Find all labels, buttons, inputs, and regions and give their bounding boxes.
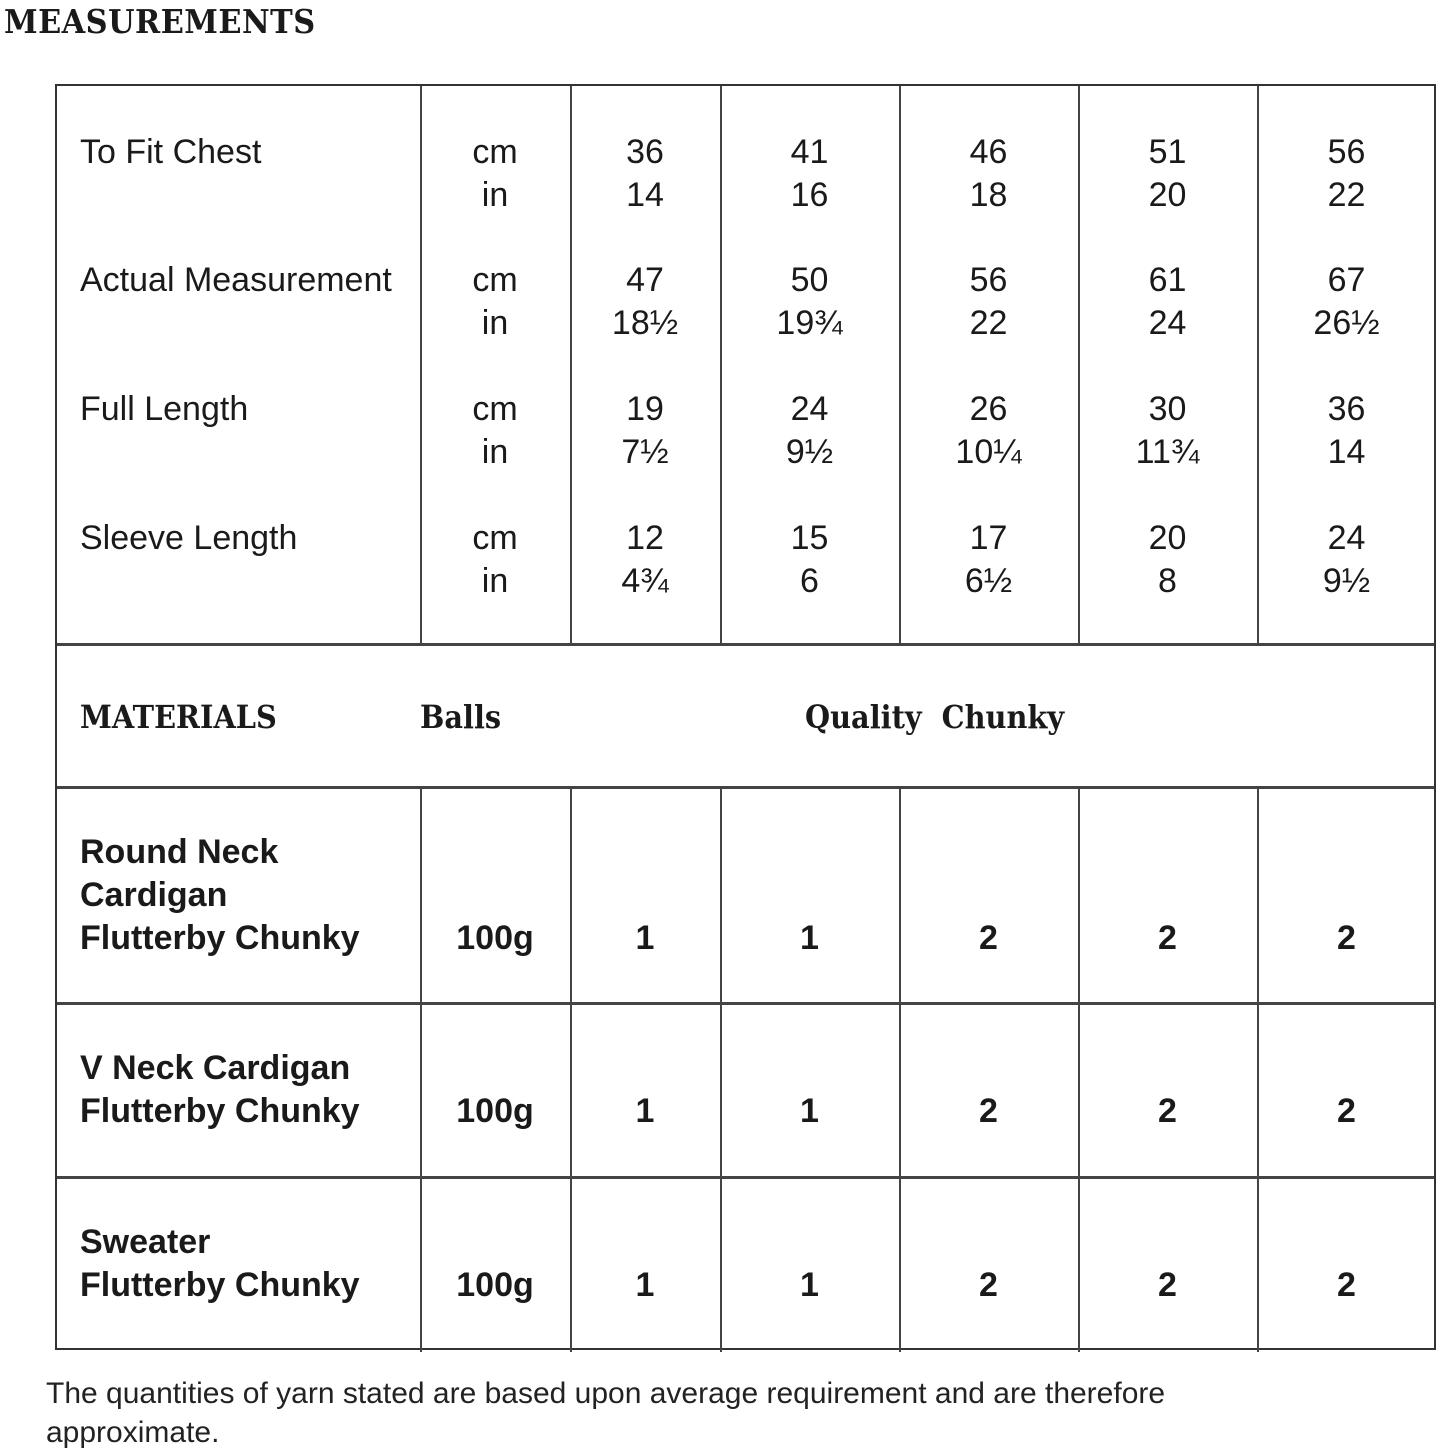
ball-weight: 100g (456, 919, 534, 957)
value-in: 14 (626, 176, 664, 214)
unit-in: in (481, 433, 509, 471)
value-cm: 61 (1148, 261, 1187, 299)
ball-count: 1 (635, 919, 655, 957)
value-in: 22 (1327, 176, 1366, 214)
value-cm: 36 (1327, 390, 1366, 428)
unit-in: in (481, 176, 509, 214)
ball-count: 2 (1337, 919, 1356, 957)
value-in: 19¾ (776, 304, 843, 342)
value-cm: 30 (1148, 390, 1187, 428)
value-in: 8 (1158, 562, 1177, 600)
value-in: 18½ (611, 304, 679, 342)
ball-weight: 100g (456, 1266, 534, 1304)
ball-count: 2 (979, 1092, 998, 1130)
ball-count: 2 (1337, 1092, 1356, 1130)
value-cm: 20 (1148, 519, 1187, 557)
ball-count: 2 (1158, 1266, 1177, 1304)
measurement-label: Sleeve Length (80, 519, 298, 557)
material-label-line: Round Neck (80, 833, 279, 871)
value-in: 16 (790, 176, 829, 214)
ball-weight: 100g (456, 1092, 534, 1130)
value-cm: 36 (626, 133, 664, 171)
value-in: 22 (969, 304, 1008, 342)
unit-in: in (481, 562, 509, 600)
row-divider (57, 1176, 1434, 1179)
ball-count: 2 (1158, 919, 1177, 957)
value-cm: 51 (1148, 133, 1187, 171)
value-in: 18 (969, 176, 1008, 214)
measurement-label: To Fit Chest (80, 133, 262, 171)
value-cm: 24 (1327, 519, 1366, 557)
value-cm: 56 (1327, 133, 1366, 171)
ball-count: 1 (800, 1266, 819, 1304)
value-in: 14 (1327, 433, 1366, 471)
unit-cm: cm (472, 133, 518, 171)
yarn-quantity-note: The quantities of yarn stated are based upon average requirement and are therefore approximate. (46, 1377, 1166, 1449)
ball-count: 2 (979, 919, 998, 957)
unit-cm: cm (472, 261, 518, 299)
material-label-line: Flutterby Chunky (80, 919, 360, 957)
value-in: 6½ (964, 562, 1013, 600)
ball-count: 2 (1158, 1092, 1177, 1130)
unit-cm: cm (472, 390, 518, 428)
row-divider (57, 1002, 1434, 1005)
ball-count: 2 (979, 1266, 998, 1304)
value-in: 9½ (1322, 562, 1371, 600)
materials-title: MATERIALS (80, 698, 277, 736)
page-heading: MEASUREMENTS (4, 2, 316, 41)
value-cm: 15 (790, 519, 829, 557)
unit-cm: cm (472, 519, 518, 557)
value-in: 26½ (1313, 304, 1380, 342)
row-divider (57, 643, 1434, 646)
value-cm: 47 (626, 261, 664, 299)
value-cm: 12 (626, 519, 664, 557)
measurements-materials-table (55, 84, 1436, 1350)
ball-count: 1 (800, 919, 819, 957)
ball-count: 1 (800, 1092, 819, 1130)
quality-heading: Quality Chunky (805, 698, 1065, 736)
material-label-line: Cardigan (80, 876, 228, 914)
value-cm: 50 (790, 261, 829, 299)
material-label-line: V Neck Cardigan (80, 1049, 351, 1087)
material-label-line: Sweater (80, 1223, 211, 1261)
value-cm: 41 (790, 133, 829, 171)
value-in: 10¼ (955, 433, 1022, 471)
balls-heading: Balls (420, 698, 502, 736)
value-in: 20 (1148, 176, 1187, 214)
ball-count: 2 (1337, 1266, 1356, 1304)
measurement-label: Actual Measurement (80, 261, 392, 299)
value-in: 9½ (785, 433, 834, 471)
material-label-line: Flutterby Chunky (80, 1092, 360, 1130)
value-in: 6 (800, 562, 819, 600)
value-cm: 24 (790, 390, 829, 428)
value-cm: 67 (1327, 261, 1366, 299)
material-label-line: Flutterby Chunky (80, 1266, 360, 1304)
ball-count: 1 (635, 1092, 655, 1130)
value-cm: 26 (969, 390, 1008, 428)
value-cm: 17 (969, 519, 1008, 557)
unit-in: in (481, 304, 509, 342)
value-in: 7½ (621, 433, 669, 471)
measurement-label: Full Length (80, 390, 249, 428)
value-in: 24 (1148, 304, 1187, 342)
value-cm: 46 (969, 133, 1008, 171)
ball-count: 1 (635, 1266, 655, 1304)
value-cm: 56 (969, 261, 1008, 299)
value-cm: 19 (626, 390, 664, 428)
row-divider (57, 786, 1434, 789)
value-in: 4¾ (621, 562, 669, 600)
value-in: 11¾ (1135, 433, 1200, 471)
